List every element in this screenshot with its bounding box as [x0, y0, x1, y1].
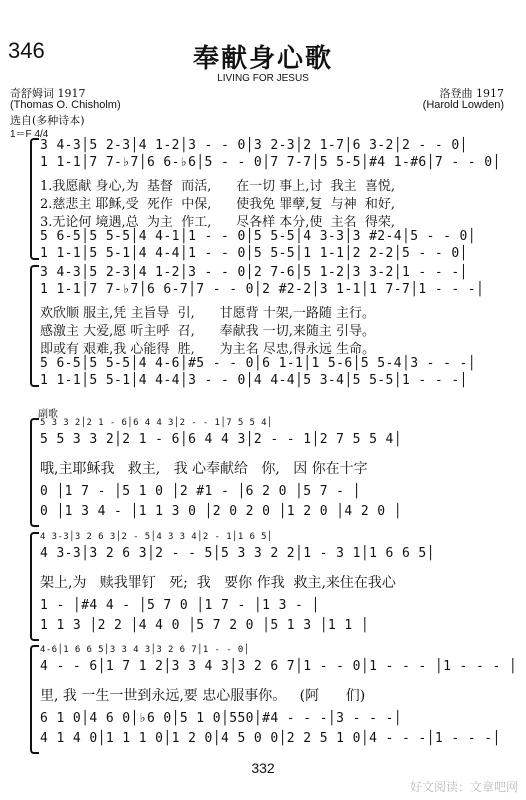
chorus-label: 副歌 — [38, 409, 58, 420]
hymn-subtitle: LIVING FOR JESUS — [217, 73, 309, 84]
chorus-bass: 0 │1 3 4 - │1 1 3 0 │2 0 2 0 │1 2 0 │4 2 0 │ — [40, 504, 402, 519]
chorus-lyric: 里, 我 一生一世到永远,要 忠心服事你。 (阿 们) — [40, 688, 366, 704]
lyric-verse-3: 即或有 艰难,我 心能得 胜, 为主名 尽忠,得永远 生命。 — [40, 342, 375, 357]
chorus-lower-voice: 6 1 0│4 6 0│♭6 0│5 1 0│550│#4 - - -│3 - - -│ — [40, 711, 402, 726]
system-brace — [30, 265, 39, 387]
lyric-verse-1: 欢欣顺 服主,凭 主旨导 引, 甘愿背 十架,一路随 主行。 — [40, 306, 375, 321]
chorus-melody: 4 3-3│3 2 6 3│2 - - 5│5 3 3 2 2│1 - 3 1│1 6 6 5│ — [40, 546, 435, 561]
chorus-upper-voice: 4-6│1 6 6 5│3 3 4 3│3 2 6 7│1 - - 0│ — [40, 645, 250, 655]
system-brace — [30, 138, 39, 260]
composer-en: (Harold Lowden) — [422, 99, 504, 111]
soprano-line: 3 4-3│5 2-3│4 1-2│3 - - 0│3 2-3│2 1-7│6 3-2│2 - - 0│ — [40, 138, 468, 153]
chorus-lower-voice: 1 - │#4 4 - │5 7 0 │1 7 - │1 3 - │ — [40, 598, 320, 613]
alto-line: 1 1-1│7 7-♭7│6 6-7│7 - - 0│2 #2-2│3 1-1│1 7-7│1 - - -│ — [40, 282, 485, 297]
bass-line: 1 1-1│5 5-1│4 4-4│3 - - 0│4 4-4│5 3-4│5 5-5│1 - - -│ — [40, 373, 468, 388]
lyricist-en: (Thomas O. Chisholm) — [10, 99, 121, 111]
chorus-upper-voice: 4 3-3│3 2 6 3│2 - 5│4 3 3 4│2 - 1│1 6 5│ — [40, 532, 273, 542]
lyric-verse-2: 感激主 大爱,愿 听主呼 召, 奉献我 一切,来随主 引导。 — [40, 324, 375, 339]
system-brace — [30, 645, 39, 754]
hymn-title: 奉献身心歌 — [192, 44, 333, 74]
chorus-melody: 5 5 3 3 2│2 1 - 6│6 4 4 3│2 - - 1│2 7 5 5 4│ — [40, 432, 402, 447]
lyric-verse-1: 1.我愿献 身心,为 基督 而活, 在一切 事上,讨 我主 喜悦, — [40, 179, 396, 194]
source-note: 选自(多种诗本) — [10, 114, 85, 127]
watermark: 好文阅读：文章吧网 — [409, 780, 518, 794]
tenor-line: 5 6-5│5 5-5│4 4-6│#5 - - 0│6 1-1│1 5-6│5 5-4│3 - - -│ — [40, 356, 477, 371]
lyric-verse-3: 3.无论何 境遇,总 为主 作工, 尽各样 本分,使 主名 得荣, — [40, 215, 396, 230]
chorus-lyric: 架上,为 赎我罪钉 死; 我 要你 作我 救主,来住在我心 — [40, 575, 396, 591]
tenor-line: 5 6-5│5 5-5│4 4-1│1 - - 0│5 5-5│4 3-3│3 #2-4│5 - - 0│ — [40, 229, 477, 244]
chorus-bass: 4 1 4 0│1 1 1 0│1 2 0│4 5 0 0│2 2 5 1 0│4 - - -│1 - - -│ — [40, 731, 501, 746]
system-brace — [30, 532, 39, 641]
lyricist-cn: 奇舒姆词 1917 — [10, 87, 86, 100]
composer-cn: 洛登曲 1917 — [439, 87, 504, 100]
hymn-number: 346 — [8, 38, 45, 63]
chorus-bass: 1 1 3 │2 2 │4 4 0 │5 7 2 0 │5 1 3 │1 1 │ — [40, 618, 370, 633]
alto-line: 1 1-1│7 7-♭7│6 6-♭6│5 - - 0│7 7-7│5 5-5│#4 1-#6│7 - - 0│ — [40, 155, 501, 170]
chorus-lower-voice: 0 │1 7 - │5 1 0 │2 #1 - │6 2 0 │5 7 - │ — [40, 484, 361, 499]
chorus-upper-voice: 5 3 3 2│2 1 - 6│6 4 4 3│2 - - 1│7 5 5 4│ — [40, 418, 273, 428]
key-signature: 1＝F 4/4 — [10, 129, 49, 140]
page-number: 332 — [251, 760, 275, 776]
chorus-melody: 4 - - 6│1 7 1 2│3 3 4 3│3 2 6 7│1 - - 0│1 - - - │1 - - - │ — [40, 659, 518, 674]
system-brace — [30, 418, 39, 527]
bass-line: 1 1-1│5 5-1│4 4-4│1 - - 0│5 5-5│1 1-1│2 2-2│5 - - 0│ — [40, 246, 468, 261]
soprano-line: 3 4-3│5 2-3│4 1-2│3 - - 0│2 7-6│5 1-2│3 3-2│1 - - -│ — [40, 265, 468, 280]
chorus-lyric: 哦,主耶稣我 救主, 我 心奉献给 你, 因 你在十字 — [40, 461, 368, 477]
lyric-verse-2: 2.慈悲主 耶稣,受 死作 中保, 使我免 罪孽,复 与神 和好, — [40, 197, 396, 212]
